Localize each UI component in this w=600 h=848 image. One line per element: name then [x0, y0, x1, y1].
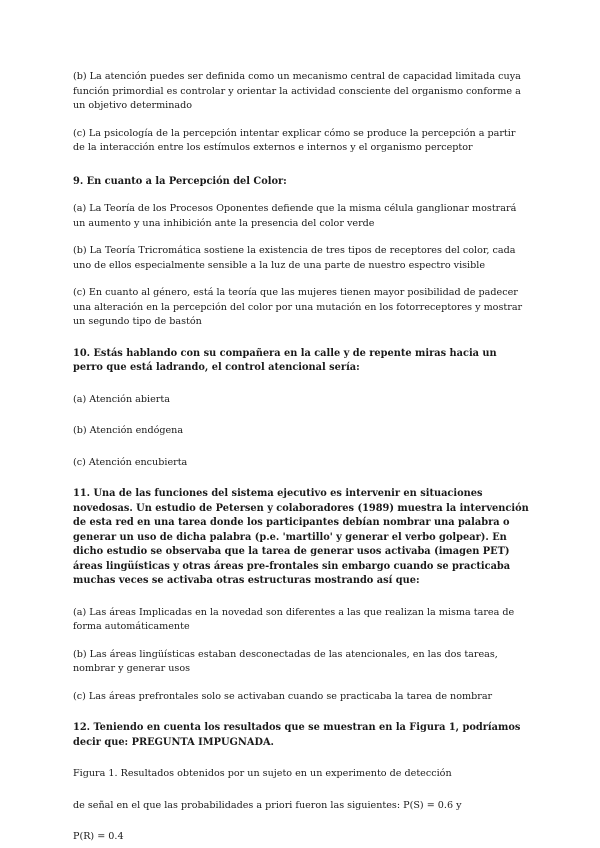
option-8b: (b) La atención puedes ser definida como un mecanismo central de capacidad limitada cuya función primordial es controlar y orientar la actividad consciente del organismo conforme a un objetivo determinado [73, 71, 521, 111]
option-10c: (c) Atención encubierta [73, 456, 188, 468]
figure-caption-line-3: P(R) = 0.4 [73, 831, 124, 842]
question-9: 9. En cuanto a la Percepción del Color: [73, 175, 287, 187]
option-11b: (b) Las áreas lingüísticas estaban desconectadas de las atencionales, en las dos tareas, nombrar y generar usos [73, 648, 498, 674]
question-12: 12. Teniendo en cuenta los resultados que se muestran en la Figura 1, podríamos decir que: PREGUNTA IMPUGNADA. [73, 722, 521, 748]
document-page [73, 70, 529, 845]
option-10b: (b) Atención endógena [73, 425, 184, 436]
option-11a: (a) Las áreas Implicadas en la novedad son diferentes a las que realizan la misma tarea de forma automáticamente [73, 606, 515, 632]
option-8c: (c) La psicología de la percepción intentar explicar cómo se produce la percepción a partir de la interacción entre los estímulos externos e internos y el organismo perceptor [73, 127, 516, 153]
figure-caption-line-2: de señal en el que las probabilidades a priori fueron las siguientes: P(S) = 0.6 y [73, 799, 462, 811]
question-10: 10. Estás hablando con su compañera en la calle y de repente miras hacia un perro que está ladrando, el control atencional sería: [73, 347, 497, 373]
option-9c: (c) En cuanto al género, está la teoría que las mujeres tienen mayor posibilidad de padecer una alteración en la percepción del color por una mutación en los fotorreceptores y mostrar un segundo tipo de bastón [73, 287, 523, 327]
question-11: 11. Una de las funciones del sistema ejecutivo es intervenir en situaciones novedosas. Un estudio de Petersen y colaboradores (1989) muestra la intervención de esta red en una tarea donde los participantes debían nombrar una palabra o generar un uso de dicha palabra (p.e. 'martillo' y generar el verbo golpear). En dicho estudio se observaba que la tarea de generar usos activaba (imagen PET) áreas lingüísticas y otras áreas pre-frontales sin embargo cuando se practicaba muchas veces se activaba otras estructuras mostrando así que: [73, 488, 529, 586]
option-9b: (b) La Teoría Tricromática sostiene la existencia de tres tipos de receptores del color, cada uno de ellos especialmente sensible a la luz de una parte de nuestro espectro visible [73, 245, 516, 271]
figure-caption-line-1: Figura 1. Resultados obtenidos por un sujeto en un experimento de detección [73, 768, 452, 779]
option-9a: (a) La Teoría de los Procesos Oponentes defiende que la misma célula ganglionar mostrará un aumento y una inhibición ante la presencia del color verde [73, 203, 517, 229]
option-11c: (c) Las áreas prefrontales solo se activaban cuando se practicaba la tarea de nombrar [73, 690, 493, 702]
option-10a: (a) Atención abierta [73, 393, 170, 405]
